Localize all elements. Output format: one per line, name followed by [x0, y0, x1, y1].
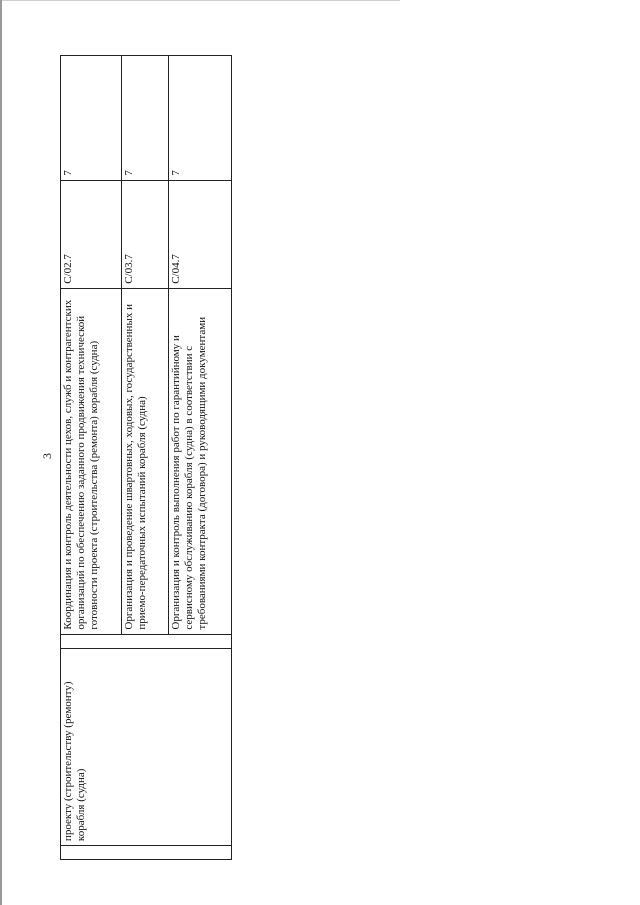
page-number: 3: [40, 453, 54, 459]
function-code-cell: C/04.7: [169, 180, 232, 288]
functions-table: [60, 55, 232, 860]
blank-cell: [61, 634, 232, 648]
scan-edge-left: [0, 0, 2, 905]
table-row: [61, 56, 122, 860]
function-code-cell: C/03.7: [122, 180, 169, 288]
rotated-page: [40, 55, 270, 860]
function-code-cell: C/02.7: [61, 180, 122, 288]
qualification-level-cell: 7: [122, 56, 169, 181]
scan-edge-top: [0, 0, 400, 1]
qualification-level-cell: 7: [169, 56, 232, 181]
function-name-cell: Организация и контроль выполнения работ по гарантийному и сервисному обслуживанию корабля (судна) в соответствии с требованиями контракта (договора) и руководящими документами: [169, 288, 232, 634]
function-name-cell: Координация и контроль деятельности цехов, служб и контрагентских организаций по обеспечению заданного продвижения технической готовности проекта (строительства (ремонта) корабля (судна): [61, 288, 122, 634]
general-function-cell: проекту (строительству (ремонту) корабля (судна): [61, 648, 232, 846]
function-name-cell: Организация и проведение швартовных, ходовых, государственных и приемо-передаточных испытаний корабля (судна): [122, 288, 169, 634]
qualification-level-cell: 7: [61, 56, 122, 181]
blank-cell: [61, 846, 232, 860]
